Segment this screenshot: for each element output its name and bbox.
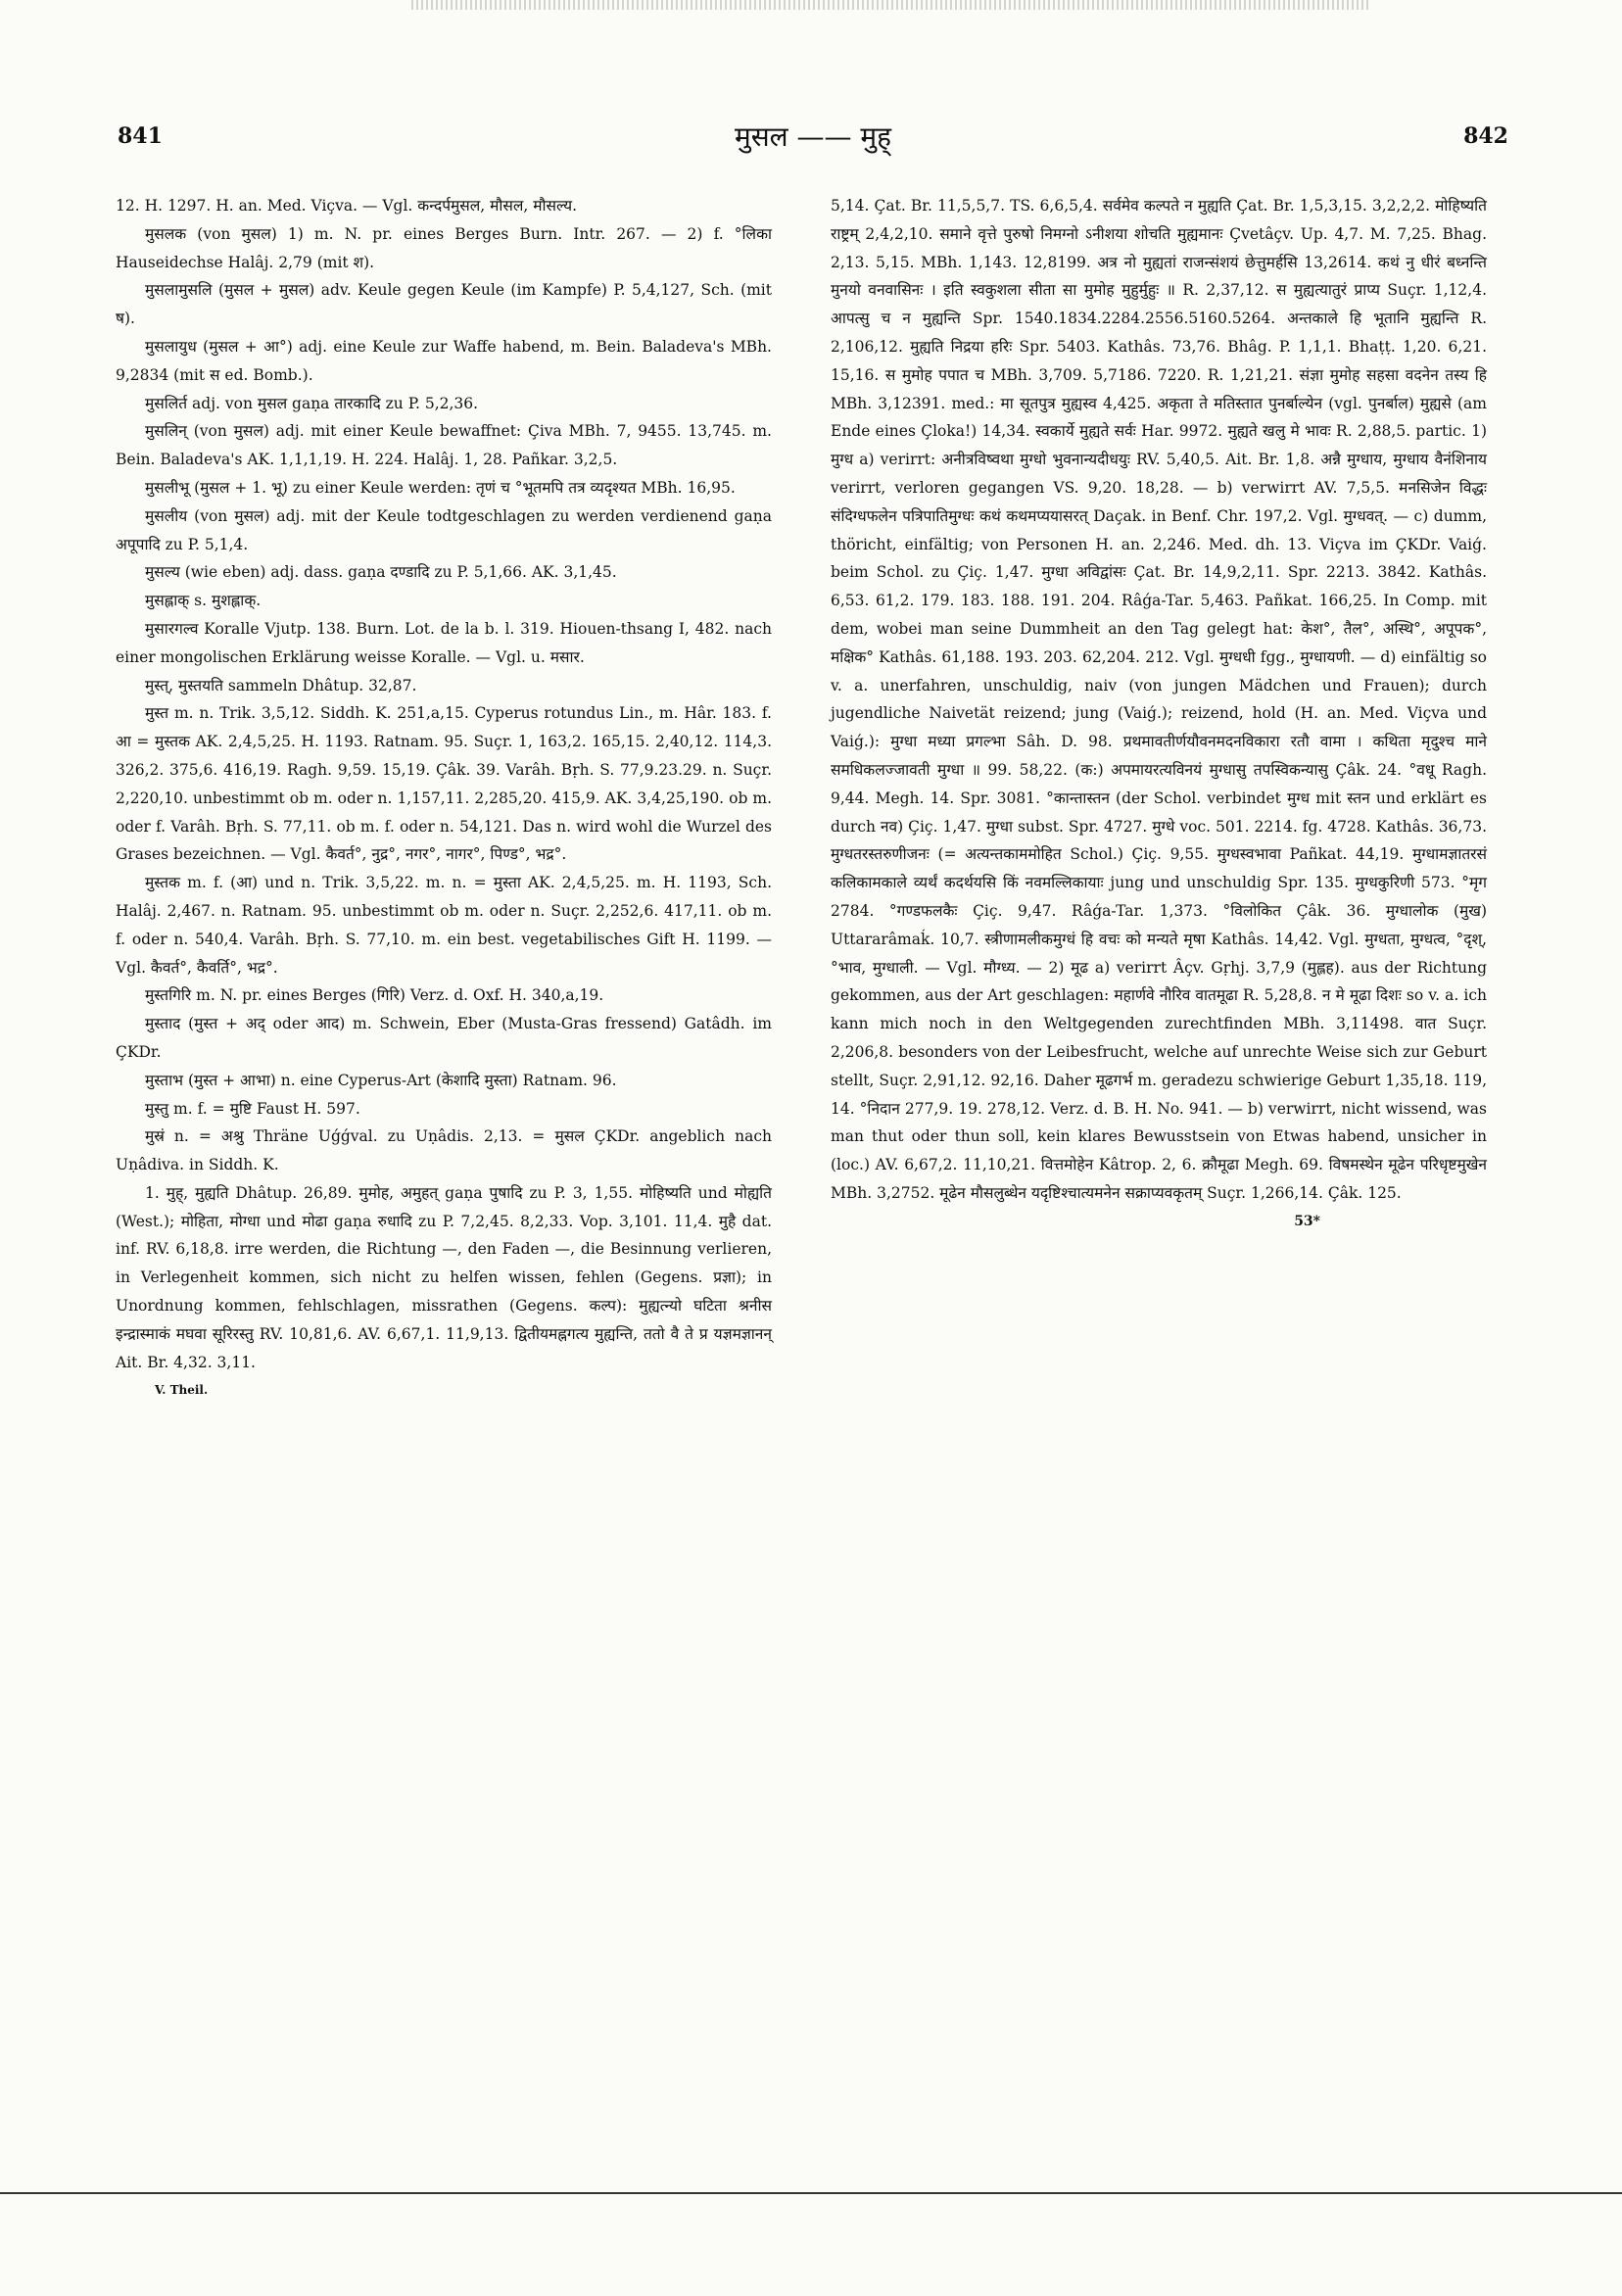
- entry: 12. H. 1297. H. an. Med. Viçva. — Vgl. कन्दर्पमुसल, मौसल, मौसल्य.: [116, 197, 578, 215]
- left-column: [116, 192, 772, 1405]
- running-headword: मुसल —— मुह्: [734, 120, 892, 153]
- entry: मुसल्य (wie eben) adj. dass. gaṇa दण्डादि zu P. 5,1,66. AK. 3,1,45.: [145, 563, 617, 582]
- signature-mark: V. Theil.: [155, 1383, 209, 1398]
- entry: मुसलिन् (von मुसल) adj. mit einer Keule bewaffnet: Çiva MBh. 7, 9455. 13,745. m. Bein. Baladeva's AK. 1,1,1,19. H. 224. Halâj. 1, 28. Pañkar. 3,2,5.: [116, 422, 772, 469]
- entry: मुस्त्, मुस्तयति sammeln Dhâtup. 32,87.: [145, 676, 417, 694]
- entry: 1. मुह्, मुह्यति Dhâtup. 26,89. मुमोह, अमुहत् gaṇa पुषादि zu P. 3, 1,55. मोहिष्यति und मोह्यति (West.); मोहिता, मोग्धा und मोढा gaṇa रुधादि zu P. 7,2,45. 8,2,33. Vop. 3,101. 11,4. मुहै dat. inf. RV. 6,18,8. irre werden, die Richtung —, den Faden —, die Besinnung verlieren, in Verlegenheit kommen, sich nicht zu helfen wissen, fehlen (Gegens. प्रज्ञा); in Unordnung kommen, fehlschlagen, missrathen (Gegens. कल्प): मुह्यत्न्यो घटिता श्रनीस इन्द्रास्माकं मघवा सूरिरस्तु RV. 10,81,6. AV. 6,67,1. 11,9,13. द्वितीयमह्नगत्य मुह्यन्ति, ततो वै ते प्र यज्ञमज्ञानन् Ait. Br. 4,32. 3,11.: [116, 1183, 772, 1371]
- bottom-rule: [0, 2192, 1622, 2194]
- entry: मुसलायुध (मुसल + आ°) adj. eine Keule zur Waffe habend, m. Bein. Baladeva's MBh. 9,2834 (mit स ed. Bomb.).: [116, 337, 772, 384]
- entry: मुसलक (von मुसल) 1) m. N. pr. eines Berges Burn. Intr. 267. — 2) f. °लिका Hauseidechse Halâj. 2,79 (mit श).: [116, 224, 772, 271]
- entry: मुसलीय (von मुसल) adj. mit der Keule todtgeschlagen zu werden verdienend gaṇa अपूपादि zu P. 5,1,4.: [116, 506, 772, 553]
- right-column: [831, 192, 1487, 1235]
- signature-mark: 53*: [1294, 1213, 1320, 1229]
- scan-noise: [411, 0, 1371, 10]
- entry: मुसलीभू (मुसल + 1. भू) zu einer Keule werden: तृणं च °भूतमपि तत्र व्यदृश्यत MBh. 16,95.: [145, 478, 736, 497]
- entry: मुसलिर्त adj. von मुसल gaṇa तारकादि zu P. 5,2,36.: [145, 394, 479, 412]
- entry: मुस्तु m. f. = मुष्टि Faust H. 597.: [145, 1099, 360, 1118]
- entry: मुस्तगिरि m. N. pr. eines Berges (गिरि) Verz. d. Oxf. H. 340,a,19.: [145, 986, 604, 1005]
- entry: मुस्तक m. f. (आ) und n. Trik. 3,5,22. m. n. = मुस्ता AK. 2,4,5,25. m. H. 1193, Sch. Halâj. 2,467. n. Ratnam. 95. unbestimmt ob m. oder n. Suçr. 2,252,6. 417,11. ob m. f. oder n. 540,4. Varâh. Bṛh. S. 77,10. m. ein best. vegetabilisches Gift H. 1199. — Vgl. कैवर्त°, कैवर्ति°, भद्र°.: [116, 874, 772, 977]
- entry: मुसलामुसलि (मुसल + मुसल) adv. Keule gegen Keule (im Kampfe) P. 5,4,127, Sch. (mit ष).: [116, 281, 772, 328]
- entry: 5,14. Çat. Br. 11,5,5,7. TS. 6,6,5,4. सर्वमेव कल्पते न मुह्यति Çat. Br. 1,5,3,15. 3,2,2,2. मोहिष्यति राष्ट्रम् 2,4,2,10. समाने वृत्ते पुरुषो निमग्नो ऽनीशया शोचति मुह्यमानः Çvetâçv. Up. 4,7. M. 7,25. Bhag. 2,13. 5,15. MBh. 1,143. 12,8199. अत्र नो मुह्यतां राजन्संशयं छेत्तुमर्हसि 13,2614. कथं नु धीरं बध्नन्ति मुनयो वनवासिनः । इति स्वकुशला सीता सा मुमोह मुहुर्मुहुः ॥ R. 2,37,12. स मुह्यत्यातुरं प्राप्य Suçr. 1,12,4. आपत्सु च न मुह्यन्ति Spr. 1540.1834.2284.2556.5160.5264. अन्तकाले हि भूतानि मुह्यन्ति R. 2,106,12. मुह्यति निद्रया हरिः Spr. 5403. Kathâs. 73,76. Bhâg. P. 1,1,1. Bhaṭṭ. 1,20. 6,21. 15,16. स मुमोह पपात च MBh. 3,709. 5,7186. 7220. R. 1,21,21. संज्ञा मुमोह सहसा वदनेन तस्य हि MBh. 3,12391. med.: मा सूतपुत्र मुह्यस्व 4,425. अकृता ते मतिस्तात पुनर्बाल्येन (vgl. पुनर्बाल) मुह्यसे (am Ende eines Çloka!) 14,34. स्वकार्ये मुह्यते सर्वः Har. 9972. मुह्यते खलु मे भावः R. 2,88,5. partic. 1) मुग्ध a) verirrt: अनीत्रविष्वथा मुग्धो भुवनान्यदीधयुः RV. 5,40,5. Ait. Br. 1,8. अन्नै मुग्धाय, मुग्धाय वैनंशिनाय verirrt, verloren gegangen VS. 9,20. 18,28. — b) verwirrt AV. 7,5,5. मनसिजेन विद्धः संदिग्धफलेन पत्रिपातिमुग्धः कथं कथमप्ययासरत् Daçak. in Benf. Chr. 197,2. Vgl. मुग्धवत्. — c) dumm, thöricht, einfältig; von Personen H. an. 2,246. Med. dh. 13. Viçva im ÇKDr. Vaiǵ. beim Schol. zu Çiç. 1,47. मुग्धा अविद्वांसः Çat. Br. 14,9,2,11. Spr. 2213. 3842. Kathâs. 6,53. 61,2. 179. 183. 188. 191. 204. Râǵa-Tar. 5,463. Pañkat. 166,25. In Comp. mit dem, wobei man seine Dummheit an den Tag gelegt hat: केश°, तैल°, अस्थि°, अपूपक°, मक्षिक° Kathâs. 61,188. 193. 203. 62,204. 212. Vgl. मुग्धधी fgg., मुग्धायणी. — d) einfältig so v. a. unerfahren, unschuldig, naiv (von jungen Mädchen und Frauen); durch jugendliche Naivetät reizend; jung (Vaiǵ.); reizend, hold (H. an. Med. Viçva und Vaiǵ.): मुग्धा मध्या प्रगल्भा Sâh. D. 98. प्रथमावतीर्णयौवनमदनविकारा रतौ वामा । कथिता मृदुश्च माने समधिकलज्जावती मुग्धा ॥ 99. 58,22. (क:) अपमायरत्यविनयं मुग्धासु तपस्विकन्यासु Çâk. 24. °वधू Ragh. 9,44. Megh. 14. Spr. 3081. °कान्तास्तन (der Schol. verbindet मुग्ध mit स्तन und erklärt es durch नव) Çiç. 1,47. मुग्धा subst. Spr. 4727. मुग्धे voc. 501. 2214. fg. 4728. Kathâs. 36,73. मुग्धतरस्तरुणीजनः (= अत्यन्तकाममोहित Schol.) Çiç. 9,55. मुग्धस्वभावा Pañkat. 44,19. मुग्धामज्ञातरसं कलिकामकाले व्यर्थं कदर्थयसि किं नवमल्लिकायाः jung und unschuldig Spr. 135. मुग्धकुरिणी 573. °मृग 2784. °गण्डफलकैः Çiç. 9,47. Râǵa-Tar. 1,373. °विलोकित Çâk. 36. मुग्धालोक (मुख) Uttararâmaḱ. 10,7. स्त्रीणामलीकमुग्धं हि वचः को मन्यते मृषा Kathâs. 14,42. Vgl. मुग्धता, मुग्धत्व, °दृश्, °भाव, मुग्धाली. — Vgl. मौग्ध्य. — 2) मूढ a) verirrt Âçv. Gṛhj. 3,7,9 (मुह्लह). aus der Richtung gekommen, aus der Art geschlagen: महार्णवे नौरिव वातमूढा R. 5,28,8. न मे मूढा दिशः so v. a. ich kann mich noch in den Weltgegenden zurechtfinden MBh. 3,11498. वात Suçr. 2,206,8. besonders von der Leibesfrucht, welche auf unrechte Weise sich zur Geburt stellt, Suçr. 2,91,12. 92,16. Daher मूढगर्भ m. geradezu schwierige Geburt 1,35,18. 119, 14. °निदान 277,9. 19. 278,12. Verz. d. B. H. No. 941. — b) verwirrt, nicht wissend, was man thut oder thun soll, kein klares Bewusstsein von Etwas habend, unsicher in (loc.) AV. 6,67,2. 11,10,21. वित्तमोहेन Kâtrop. 2, 6. क्रौमूढा Megh. 69. विषमस्थेन मूढेन परिधृष्टमुखेन MBh. 3,2752. मूढेन मौसलुब्धेन यदृष्टिश्चात्यमनेन सक्राप्यवकृतम् Suçr. 1,266,14. Çâk. 125.: [831, 197, 1487, 1202]
- running-header: [118, 120, 1508, 168]
- entry: मुस्त m. n. Trik. 3,5,12. Siddh. K. 251,a,15. Cyperus rotundus Lin., m. Hâr. 183. f. आ = मुस्तक AK. 2,4,5,25. H. 1193. Ratnam. 95. Suçr. 1, 163,2. 165,15. 2,40,12. 114,3. 326,2. 375,6. 416,19. Ragh. 9,59. 15,19. Çâk. 39. Varâh. Bṛh. S. 77,9.23.29. n. Suçr. 2,220,10. unbestimmt ob m. oder n. 1,157,11. 2,285,20. 415,9. AK. 3,4,25,190. ob m. oder f. Varâh. Bṛh. S. 77,11. ob m. f. oder n. 54,121. Das n. wird wohl die Wurzel des Grases bezeichnen. — Vgl. कैवर्त°, नुद्र°, नगर°, नागर°, पिण्ड°, भद्र°.: [116, 704, 772, 864]
- entry: मुसारगल्व Koralle Vjutp. 138. Burn. Lot. de la b. l. 319. Hiouen-thsang I, 482. nach einer mongolischen Erklärung weisse Koralle. — Vgl. u. मसार.: [116, 619, 772, 666]
- page-number-right: 842: [1463, 123, 1508, 149]
- entry: मुसह्लाक् s. मुशह्लाक्.: [145, 592, 262, 610]
- page-number-left: 841: [118, 123, 163, 149]
- entry: मुस्रं n. = अश्रु Thräne Uǵǵval. zu Uṇâdis. 2,13. = मुसल ÇKDr. angeblich nach Uṇâdiva. in Siddh. K.: [116, 1127, 772, 1174]
- entry: मुस्ताभ (मुस्त + आभा) n. eine Cyperus-Art (केशादि मुस्ता) Ratnam. 96.: [145, 1071, 617, 1089]
- entry: मुस्ताद (मुस्त + अद् oder आद) m. Schwein, Eber (Musta-Gras fressend) Gatâdh. im ÇKDr.: [116, 1015, 772, 1061]
